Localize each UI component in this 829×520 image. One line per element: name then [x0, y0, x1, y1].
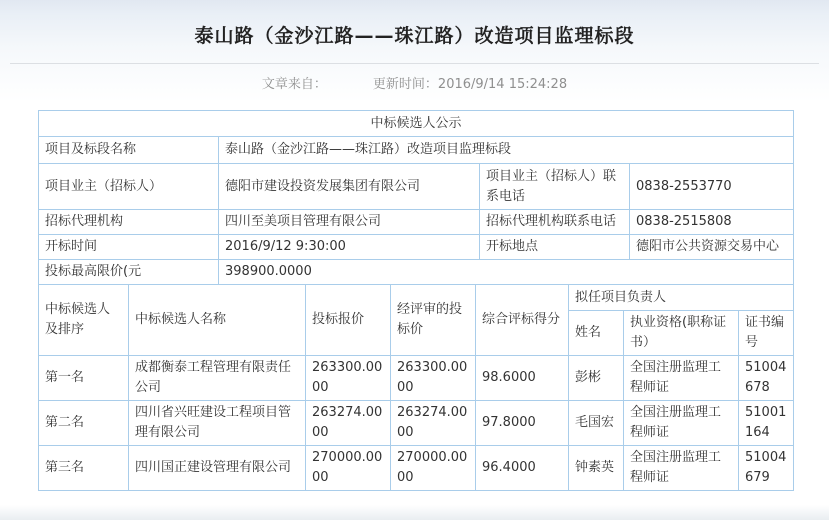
col-header-bid-price: 投标报价 — [306, 285, 391, 356]
candidate-reviewed-price: 263274.0000 — [391, 401, 476, 446]
col-header-manager-group: 拟任项目负责人 — [569, 285, 794, 311]
table-row — [39, 210, 794, 235]
page-title: 泰山路（金沙江路——珠江路）改造项目监理标段 — [194, 25, 635, 47]
agency-value: 四川至美项目管理有限公司 — [219, 210, 480, 235]
candidate-company: 四川国正建设管理有限公司 — [129, 446, 306, 491]
agency-phone-value: 0838-2515808 — [630, 210, 794, 235]
candidate-qualification: 全国注册监理工程师证 — [624, 356, 739, 401]
footer-band — [0, 505, 829, 520]
candidate-qualification: 全国注册监理工程师证 — [624, 401, 739, 446]
candidate-manager: 钟素英 — [569, 446, 624, 491]
candidate-reviewed-price: 263300.0000 — [391, 356, 476, 401]
candidate-score: 96.4000 — [476, 446, 569, 491]
table-row — [39, 137, 794, 164]
candidate-bid-price: 263300.0000 — [306, 356, 391, 401]
candidate-reviewed-price: 270000.0000 — [391, 446, 476, 491]
agency-label: 招标代理机构 — [39, 210, 219, 235]
col-header-company: 中标候选人名称 — [129, 285, 306, 356]
owner-label: 项目业主（招标人） — [39, 164, 219, 210]
col-header-rank: 中标候选人及排序 — [39, 285, 129, 356]
candidate-cert-no: 51004678 — [739, 356, 794, 401]
owner-phone-value: 0838-2553770 — [630, 164, 794, 210]
agency-phone-label: 招标代理机构联系电话 — [480, 210, 630, 235]
candidate-manager: 毛国宏 — [569, 401, 624, 446]
meta-bar — [0, 64, 829, 97]
candidate-cert-no: 51004679 — [739, 446, 794, 491]
owner-phone-label: 项目业主（招标人）联系电话 — [480, 164, 630, 210]
table-row — [39, 235, 794, 260]
update-time-value: 2016/9/14 15:24:28 — [437, 77, 568, 92]
candidates-table — [38, 284, 794, 491]
owner-value: 德阳市建设投资发展集团有限公司 — [219, 164, 480, 210]
project-info-table — [38, 110, 794, 285]
update-time — [373, 73, 567, 97]
col-header-manager-name: 姓名 — [569, 311, 624, 356]
candidate-company: 四川省兴旺建设工程项目管理有限公司 — [129, 401, 306, 446]
col-header-cert-no: 证书编号 — [739, 311, 794, 356]
candidate-bid-price: 270000.0000 — [306, 446, 391, 491]
open-time-value: 2016/9/12 9:30:00 — [219, 235, 480, 260]
candidate-qualification: 全国注册监理工程师证 — [624, 446, 739, 491]
candidate-row-3 — [39, 446, 794, 491]
candidate-row-2 — [39, 401, 794, 446]
project-name-label: 项目及标段名称 — [39, 137, 219, 164]
max-price-value: 398900.0000 — [219, 260, 794, 285]
project-name-value: 泰山路（金沙江路——珠江路）改造项目监理标段 — [219, 137, 794, 164]
candidate-rank: 第二名 — [39, 401, 129, 446]
table-row — [39, 260, 794, 285]
section-title: 中标候选人公示 — [39, 111, 794, 137]
table-row — [39, 164, 794, 210]
col-header-score: 综合评标得分 — [476, 285, 569, 356]
announcement-table — [38, 110, 793, 491]
candidate-cert-no: 51001164 — [739, 401, 794, 446]
update-time-label: 更新时间： — [372, 77, 438, 92]
article-source-label: 文章来自： — [261, 77, 327, 92]
candidate-bid-price: 263274.0000 — [306, 401, 391, 446]
table-row — [39, 111, 794, 137]
col-header-reviewed-price: 经评审的投标价 — [391, 285, 476, 356]
candidate-score: 97.8000 — [476, 401, 569, 446]
col-header-qualification: 执业资格(职称证书） — [624, 311, 739, 356]
open-place-value: 德阳市公共资源交易中心 — [630, 235, 794, 260]
candidates-header-row — [39, 285, 794, 311]
candidate-rank: 第三名 — [39, 446, 129, 491]
open-place-label: 开标地点 — [480, 235, 630, 260]
candidate-manager: 彭彬 — [569, 356, 624, 401]
candidate-row-1 — [39, 356, 794, 401]
max-price-label: 投标最高限价(元 — [39, 260, 219, 285]
candidate-company: 成都衡泰工程管理有限责任公司 — [129, 356, 306, 401]
candidate-score: 98.6000 — [476, 356, 569, 401]
candidate-rank: 第一名 — [39, 356, 129, 401]
open-time-label: 开标时间 — [39, 235, 219, 260]
